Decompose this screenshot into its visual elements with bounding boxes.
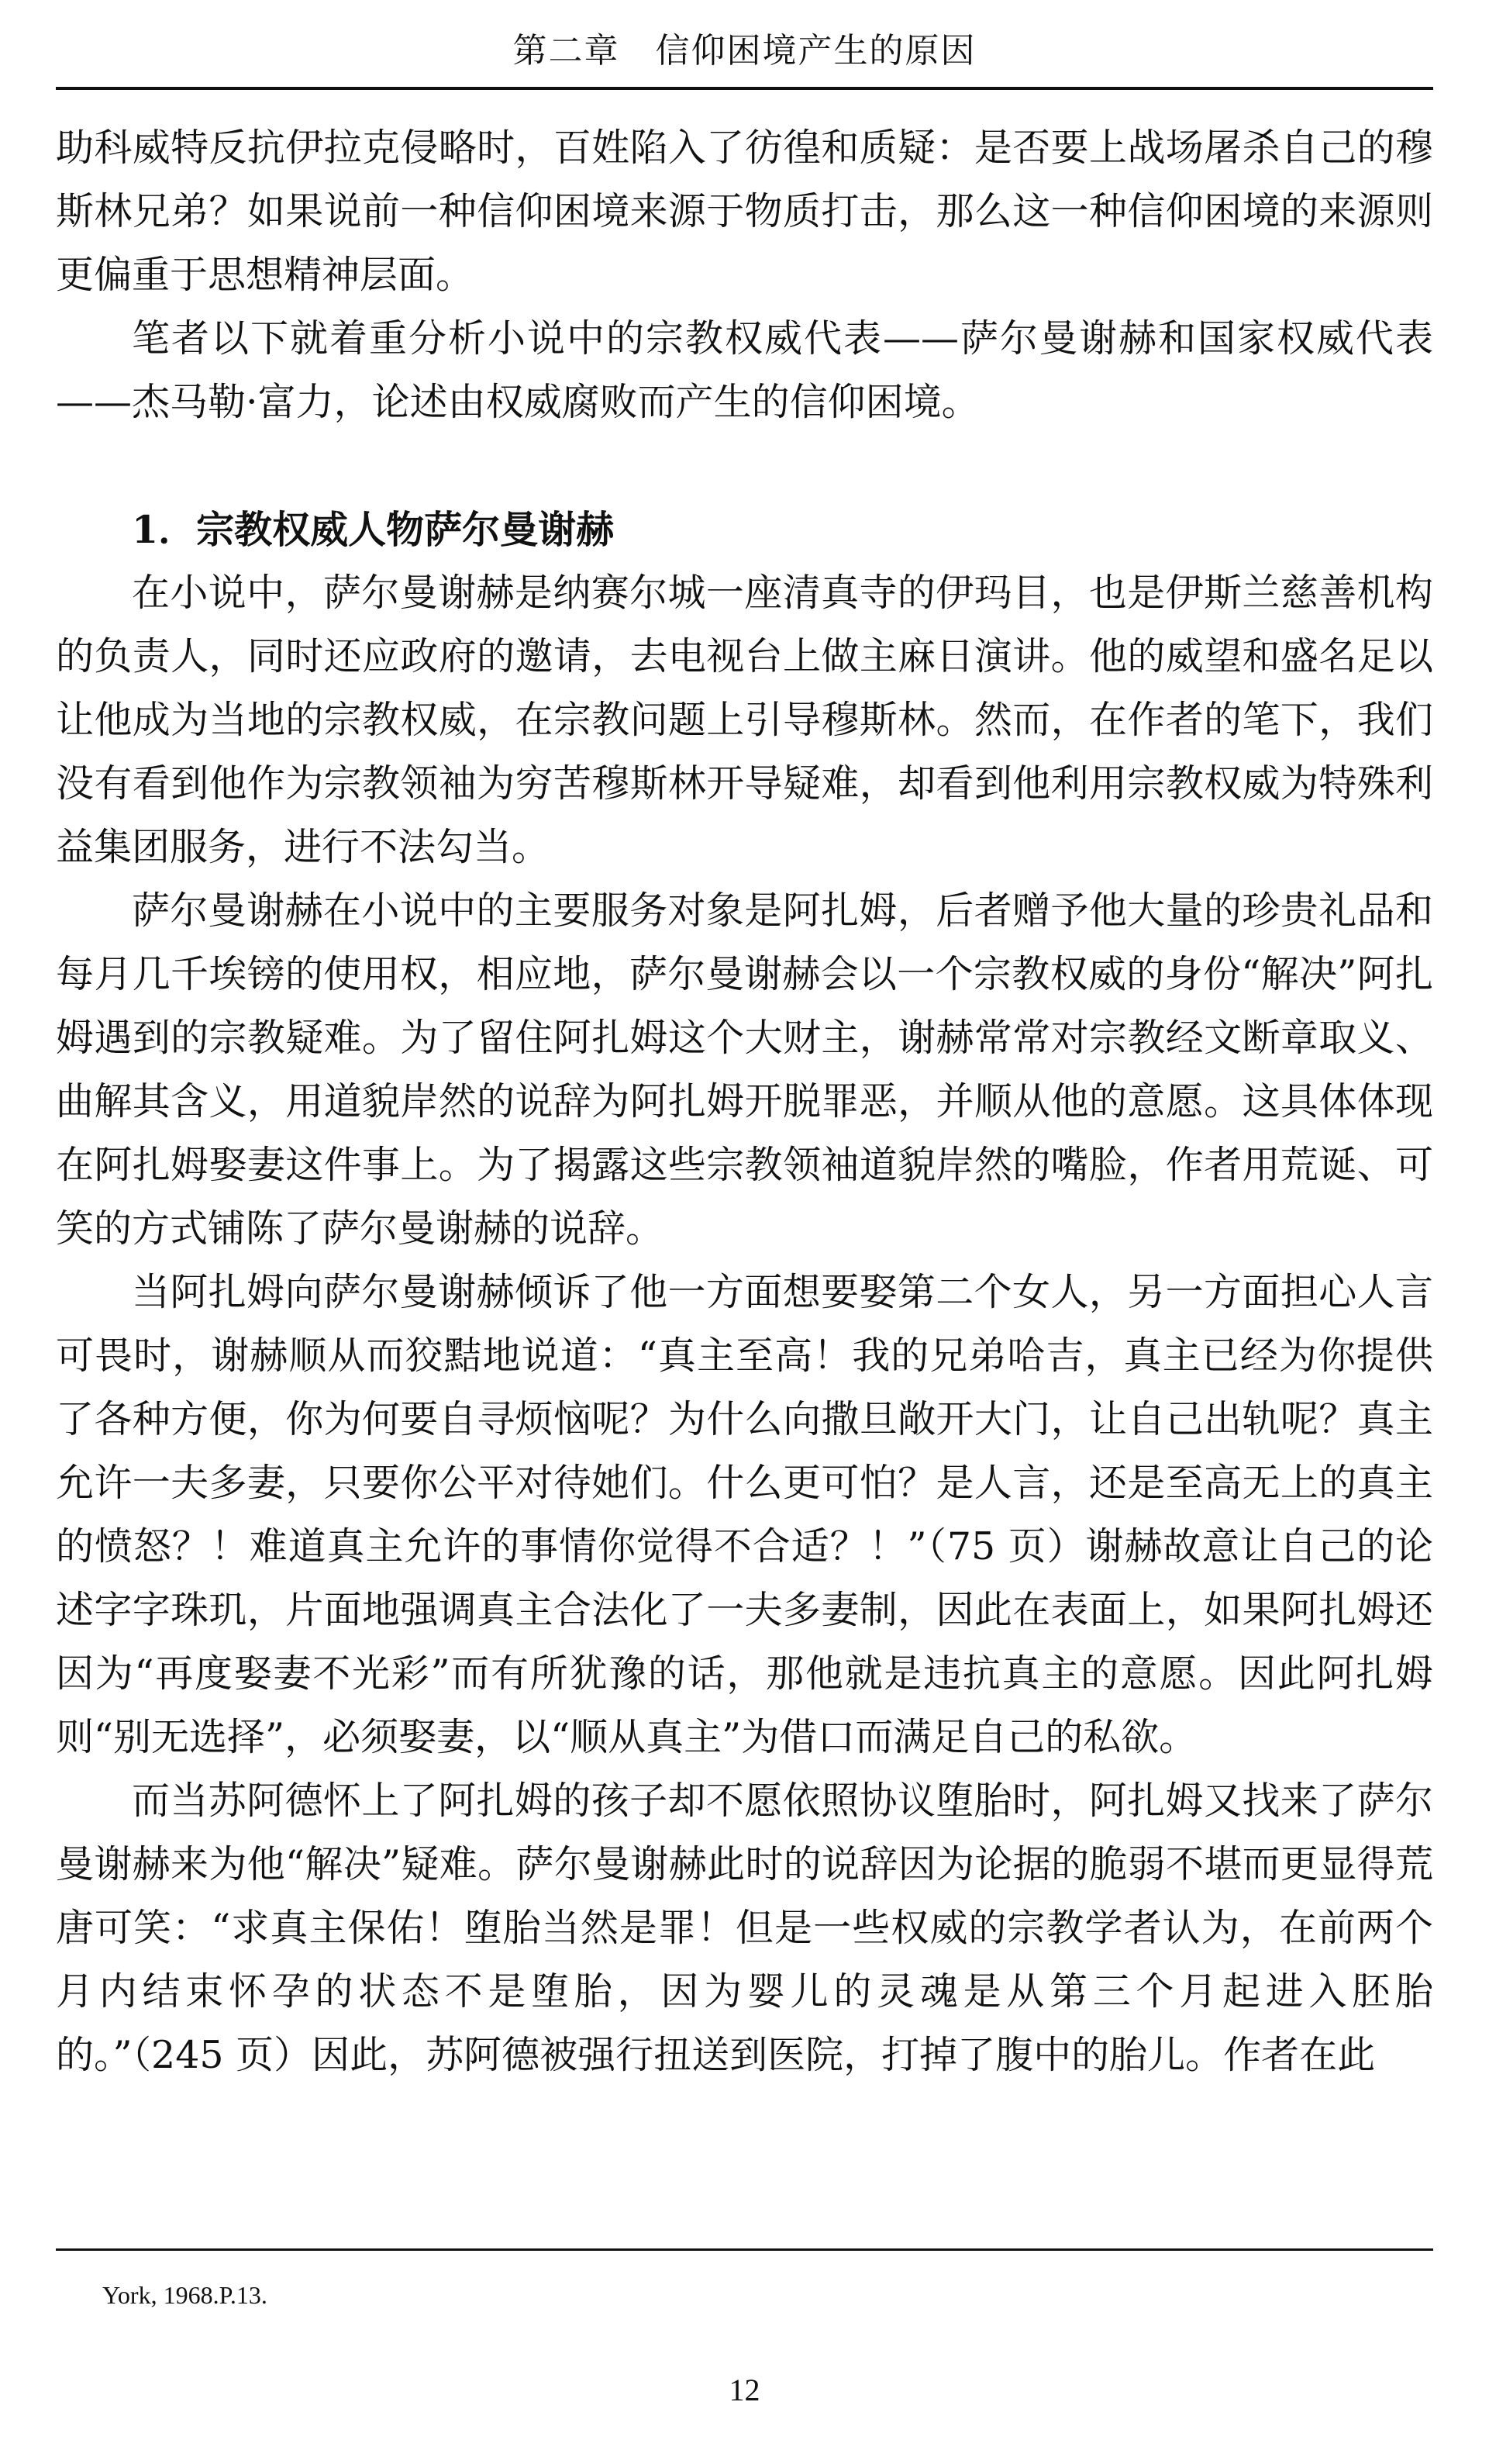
paragraph: 当阿扎姆向萨尔曼谢赫倾诉了他一方面想要娶第二个女人，另一方面担心人言可畏时，谢赫顺从而狡黠地说道：“真主至高！我的兄弟哈吉，真主已经为你提供了各种方便，你为何要自寻烦恼呢？为什么向撒旦敞开大门，让自己出轨呢？真主允许一夫多妻，只要你公平对待她们。什么更可怕？是人言，还是至高无上的真主的愤怒？！难道真主允许的事情你觉得不合适？！”（75 页）谢赫故意让自己的论述字字珠玑，片面地强调真主合法化了一夫多妻制，因此在表面上，如果阿扎姆还因为“再度娶妻不光彩”而有所犹豫的话，那他就是违抗真主的意愿。因此阿扎姆则“别无选择”，必须娶妻，以“顺从真主”为借口而满足自己的私欲。 [56,1270,1433,1759]
paragraph: 而当苏阿德怀上了阿扎姆的孩子却不愿依照协议堕胎时，阿扎姆又找来了萨尔曼谢赫来为他“解决”疑难。萨尔曼谢赫此时的说辞因为论据的脆弱不堪而更显得荒唐可笑：“求真主保佑！堕胎当然是罪！但是一些权威的宗教学者认为，在前两个月内结束怀孕的状态不是堕胎，因为婴儿的灵魂是从第三个月起进入胚胎的。”（245 页）因此，苏阿德被强行扭送到医院，打掉了腹中的胎儿。作者在此 [56,1779,1433,2077]
paragraph: 萨尔曼谢赫在小说中的主要服务对象是阿扎姆，后者赠予他大量的珍贵礼品和每月几千埃镑的使用权，相应地，萨尔曼谢赫会以一个宗教权威的身份“解决”阿扎姆遇到的宗教疑难。为了留住阿扎姆这个大财主，谢赫常常对宗教经文断章取义、曲解其含义，用道貌岸然的说辞为阿扎姆开脱罪恶，并顺从他的意愿。这具体体现在阿扎姆娶妻这件事上。为了揭露这些宗教领袖道貌岸然的嘴脸，作者用荒诞、可笑的方式铺陈了萨尔曼谢赫的说辞。 [56,889,1433,1251]
footnote-divider [56,2248,1433,2251]
section-heading: 1．宗教权威人物萨尔曼谢赫 [132,507,615,552]
header-divider [56,87,1433,90]
running-header: 第二章 信仰困境产生的原因 [512,31,977,71]
page-number: 12 [729,2373,760,2407]
paragraph-intro: 笔者以下就着重分析小说中的宗教权威代表——萨尔曼谢赫和国家权威代表——杰马勒·富力，论述由权威腐败而产生的信仰困境。 [56,316,1433,424]
paragraph: 在小说中，萨尔曼谢赫是纳赛尔城一座清真寺的伊玛目，也是伊斯兰慈善机构的负责人，同时还应政府的邀请，去电视台上做主麻日演讲。他的威望和盛名足以让他成为当地的宗教权威，在宗教问题上引导穆斯林。然而，在作者的笔下，我们没有看到他作为宗教领袖为穷苦穆斯林开导疑难，却看到他利用宗教权威为特殊利益集团服务，进行不法勾当。 [56,571,1433,869]
footnote: York, 1968.P.13. [102,2281,267,2309]
paragraph-continued: 助科威特反抗伊拉克侵略时，百姓陷入了彷徨和质疑：是否要上战场屠杀自己的穆斯林兄弟？如果说前一种信仰困境来源于物质打击，那么这一种信仰困境的来源则更偏重于思想精神层面。 [56,126,1433,297]
main-text [56,116,1433,2087]
